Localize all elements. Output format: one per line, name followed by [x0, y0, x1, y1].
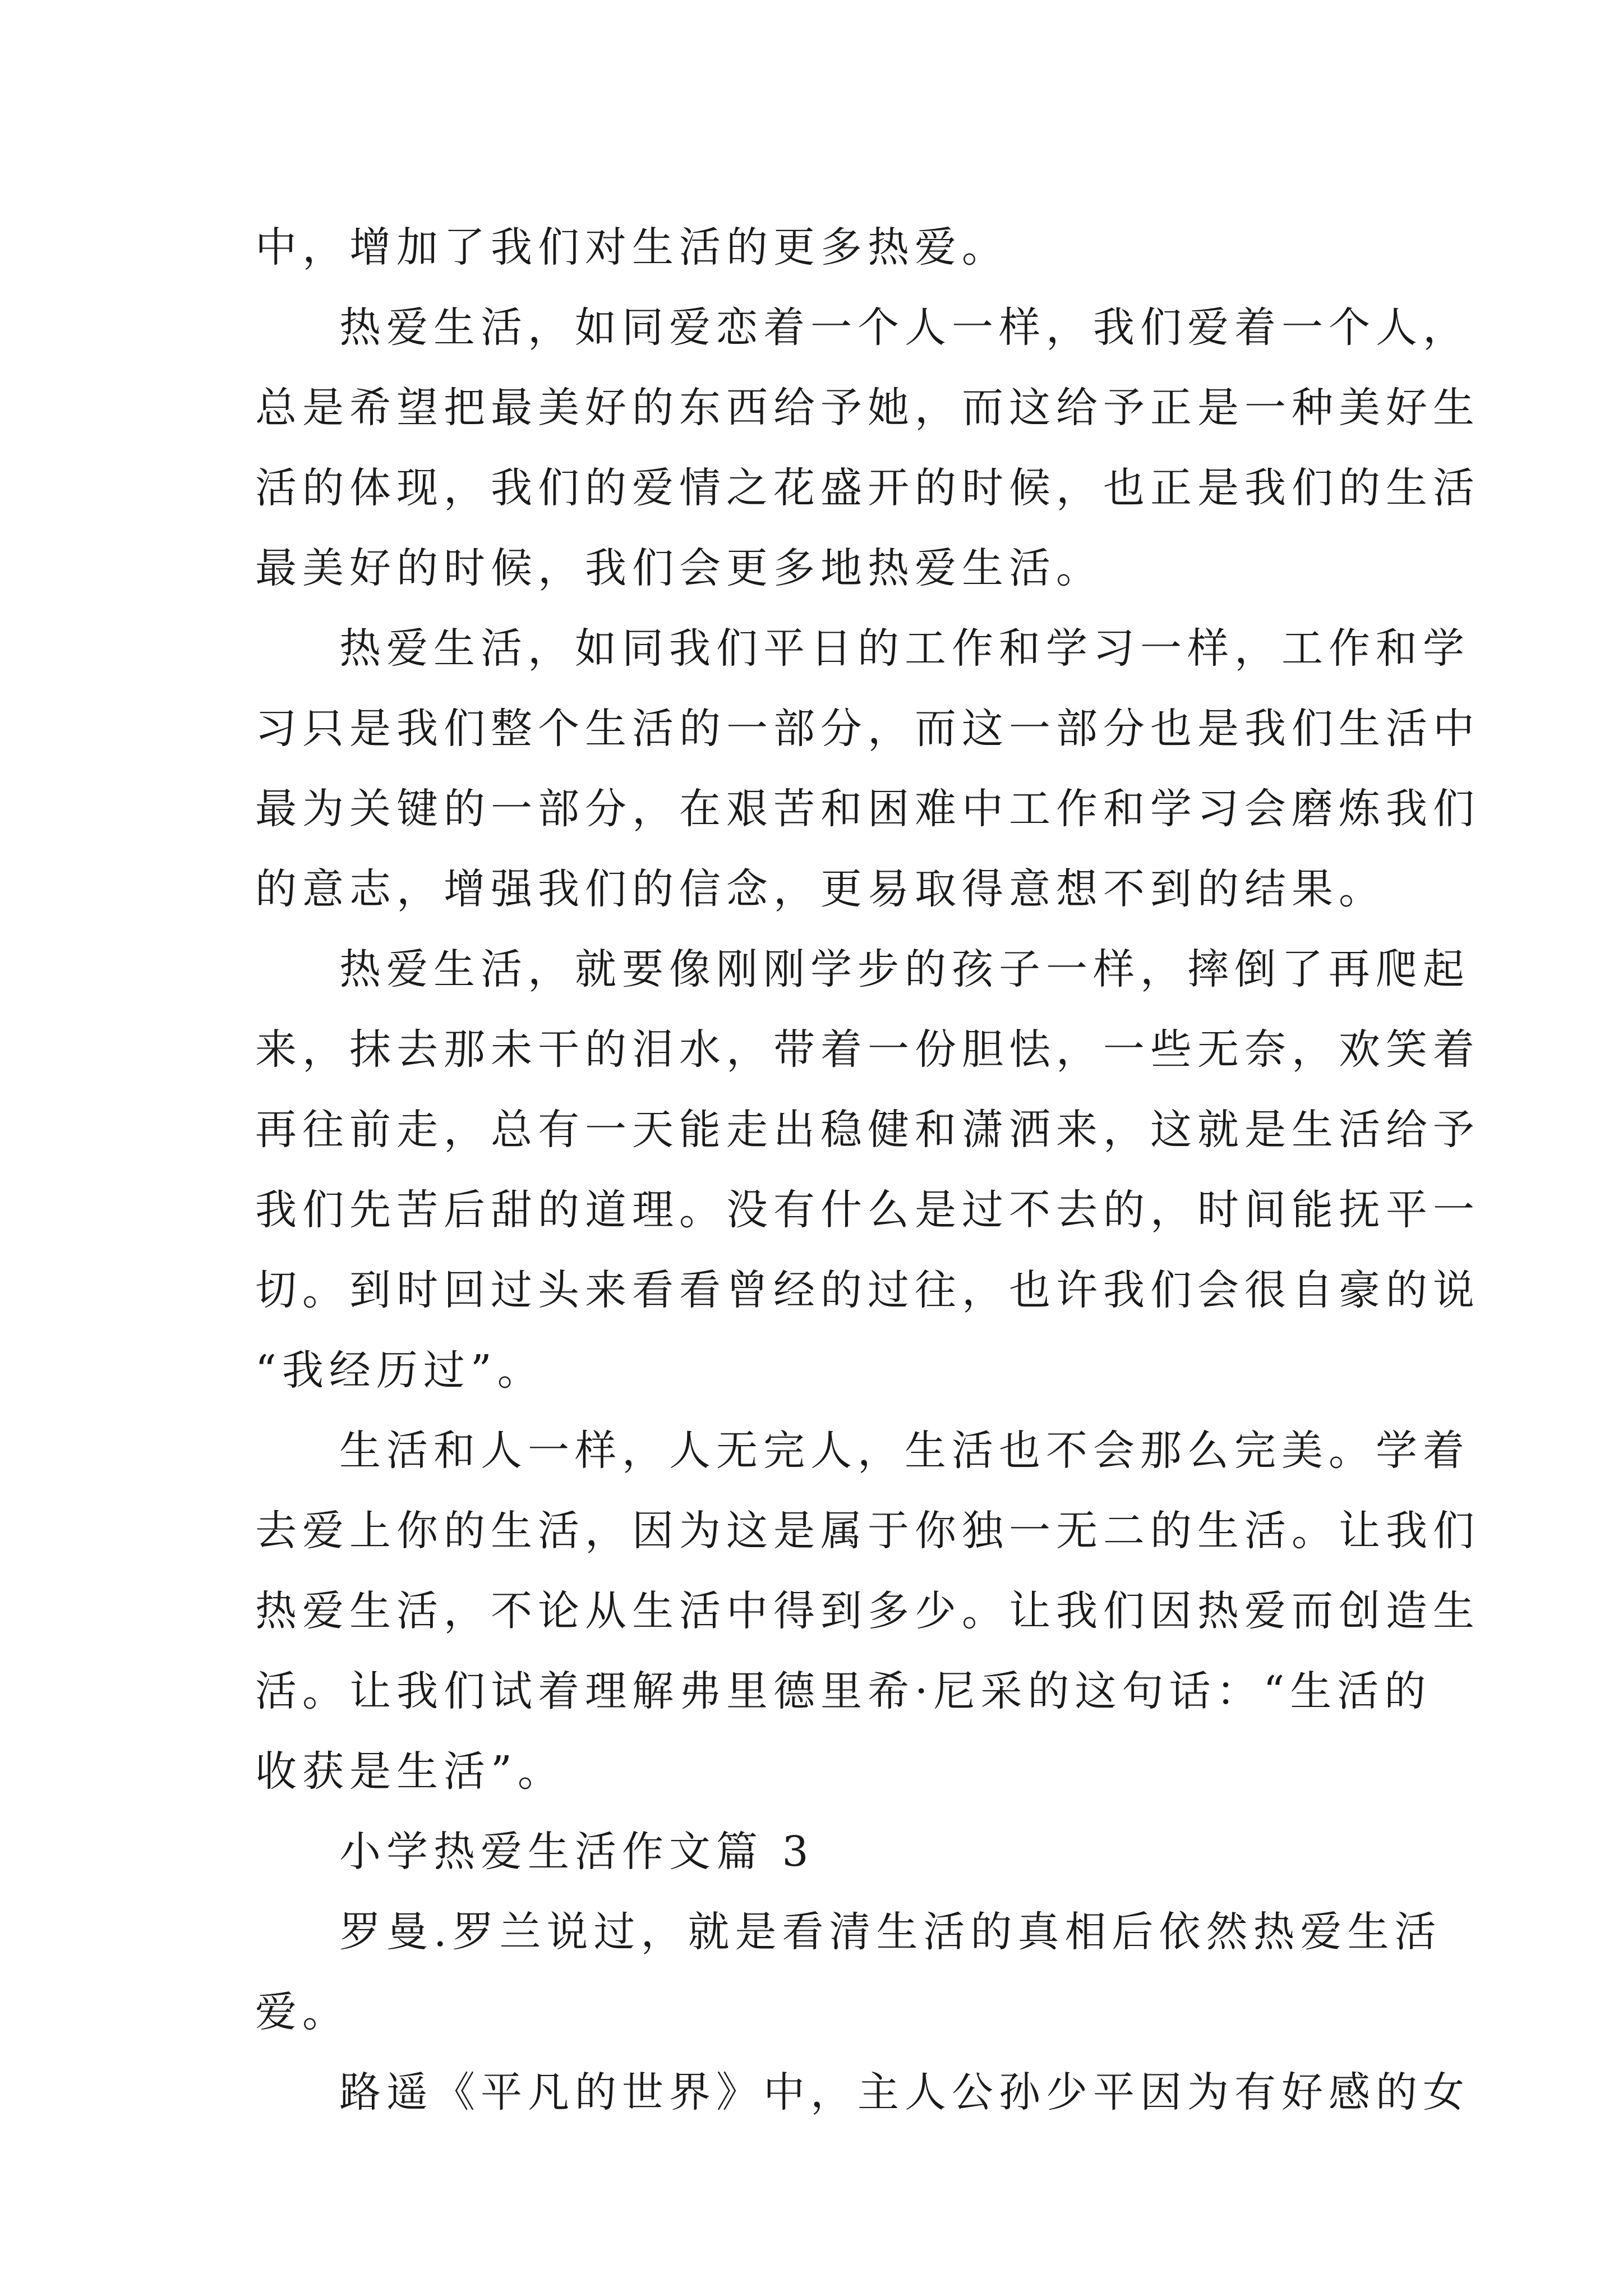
paragraph-first-line: 热爱生活，如同爱恋着一个人一样，我们爱着一个人， [339, 303, 1470, 352]
paragraph-first-line: 罗曼.罗兰说过，就是看清生活的真相后依然热爱生活 [339, 1908, 1442, 1956]
text-line: 再往前走，总有一天能走出稳健和潇洒来，这就是生活给予 [255, 1106, 1480, 1154]
text-line: 切。到时回过头来看看曾经的过往，也许我们会很自豪的说 [255, 1266, 1480, 1314]
text-line: 热爱生活，不论从生活中得到多少。让我们因热爱而创造生 [255, 1587, 1480, 1635]
paragraph-first-line: 生活和人一样，人无完人，生活也不会那么完美。学着 [339, 1427, 1470, 1475]
text-line: 活的体现，我们的爱情之花盛开的时候，也正是我们的生活 [255, 464, 1480, 512]
text-line: 收获是生活”。 [255, 1747, 565, 1796]
text-line: 来，抹去那未干的泪水，带着一份胆怯，一些无奈，欢笑着 [255, 1025, 1480, 1074]
text-line: 我们先苦后甜的道理。没有什么是过不去的，时间能抚平一 [255, 1186, 1480, 1234]
text-line: 最为关键的一部分，在艰苦和困难中工作和学习会磨炼我们 [255, 785, 1480, 833]
document-body [255, 208, 1480, 2133]
text-line: 去爱上你的生活，因为这是属于你独一无二的生活。让我们 [255, 1507, 1480, 1555]
paragraph-first-line: 路遥《平凡的世界》中，主人公孙少平因为有好感的女 [339, 2068, 1470, 2116]
text-line: 的意志，增强我们的信念，更易取得意想不到的结果。 [255, 865, 1386, 913]
text-line: 爱。 [255, 1988, 349, 2036]
text-line: 中，增加了我们对生活的更多热爱。 [255, 223, 1009, 272]
text-line: 总是希望把最美好的东西给予她，而这给予正是一种美好生 [255, 384, 1480, 432]
section-heading: 小学热爱生活作文篇 3 [339, 1828, 814, 1876]
text-line: 最美好的时候，我们会更多地热爱生活。 [255, 544, 1103, 592]
text-line: 习只是我们整个生活的一部分，而这一部分也是我们生活中 [255, 705, 1480, 753]
paragraph-first-line: 热爱生活，如同我们平日的工作和学习一样，工作和学 [339, 624, 1470, 673]
text-line: “我经历过”。 [255, 1346, 545, 1395]
paragraph-first-line: 热爱生活，就要像刚刚学步的孩子一样，摔倒了再爬起 [339, 945, 1470, 993]
text-line: 活。让我们试着理解弗里德里希·尼采的这句话：“生活的 [255, 1667, 1432, 1715]
